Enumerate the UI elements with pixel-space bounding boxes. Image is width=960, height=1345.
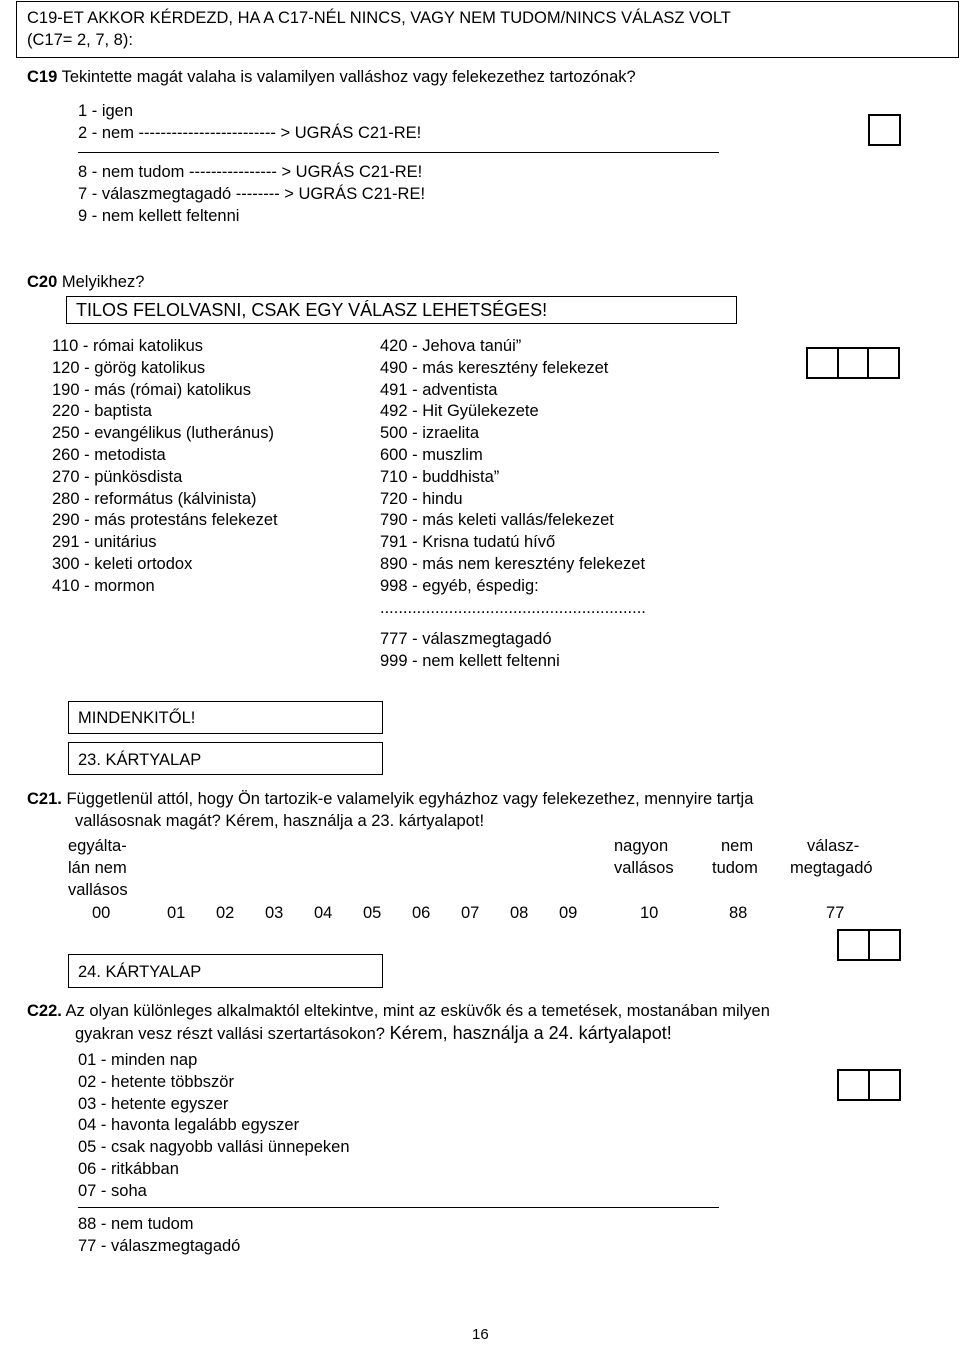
- c19-option-1: 1 - igen: [78, 102, 134, 120]
- c21-value: 01: [167, 904, 186, 922]
- c20-option: 720 - hindu: [380, 489, 463, 508]
- c22-divider: [78, 1207, 719, 1208]
- header-line-2: (C17= 2, 7, 8):: [27, 31, 133, 49]
- c20-question-text: Melyikhez?: [57, 273, 145, 291]
- c22-code: C22.: [27, 1002, 62, 1020]
- c22-question-text: Az olyan különleges alkalmaktól eltekintve, mint az esküvők és a temetések, mostanában milyen: [61, 1002, 770, 1020]
- c21-value: 03: [265, 904, 284, 922]
- c21-value: 07: [461, 904, 480, 922]
- c21-value: 04: [314, 904, 333, 922]
- c21-question-line-2: vallásosnak magát? Kérem, használja a 23. kártyalapot!: [75, 812, 485, 830]
- c19-option-4: 7 - válaszmegtagadó -------- > UGRÁS C21-RE!: [78, 185, 426, 203]
- c21-value: 06: [412, 904, 431, 922]
- c20-option: 300 - keleti ortodox: [52, 554, 193, 573]
- c21-value: 10: [640, 904, 659, 922]
- c20-code: C20: [27, 273, 58, 291]
- c21-value: 05: [363, 904, 382, 922]
- c19-question: [27, 67, 636, 87]
- c21-value: 77: [826, 904, 845, 922]
- c22-option: 05 - csak nagyobb vallási ünnepeken: [78, 1138, 350, 1157]
- c22-option: 03 - hetente egyszer: [78, 1094, 229, 1113]
- everyone-note: MINDENKITŐL!: [78, 709, 196, 727]
- c20-option: 410 - mormon: [52, 576, 155, 595]
- c21-value: 00: [92, 904, 111, 922]
- c19-option-3: 8 - nem tudom ---------------- > UGRÁS C21-RE!: [78, 163, 423, 181]
- c20-option: 710 - buddhista”: [380, 467, 500, 486]
- c21-scale-left-label: egyálta- lán nem vallásos: [68, 837, 128, 899]
- c22-answer-box-2[interactable]: [868, 1069, 901, 1101]
- c20-option: 120 - görög katolikus: [52, 358, 206, 377]
- c19-option-5: 9 - nem kellett feltenni: [78, 207, 240, 225]
- c19-option-2: 2 - nem ------------------------- > UGRÁS C21-RE!: [78, 124, 422, 142]
- c20-option: 280 - református (kálvinista): [52, 489, 257, 508]
- c20-option: 250 - evangélikus (lutheránus): [52, 424, 274, 443]
- c20-specify-dots: ..........................................................: [380, 598, 646, 617]
- c20-option: 999 - nem kellett feltenni: [380, 652, 560, 671]
- c21-value: 88: [729, 904, 748, 922]
- c22-option: 06 - ritkábban: [78, 1159, 179, 1178]
- c20-option: 492 - Hit Gyülekezete: [380, 402, 539, 421]
- c20-right-options: [380, 336, 646, 673]
- card24-note: 24. KÁRTYALAP: [78, 963, 202, 981]
- c19-code: C19: [27, 68, 58, 86]
- c21-scale-high-label: nagyon vallásos: [614, 837, 674, 877]
- c21-value: 08: [510, 904, 529, 922]
- c19-divider: [78, 152, 719, 153]
- c20-option: 260 - metodista: [52, 445, 166, 464]
- c20-option: 500 - izraelita: [380, 424, 480, 443]
- c20-option: 270 - pünkösdista: [52, 467, 183, 486]
- card23-note: 23. KÁRTYALAP: [78, 751, 202, 769]
- c22-option: 07 - soha: [78, 1181, 147, 1200]
- c22-options: [78, 1050, 350, 1203]
- c21-answer-box-2[interactable]: [868, 929, 901, 961]
- c22-option: 04 - havonta legalább egyszer: [78, 1116, 300, 1135]
- c20-option: 420 - Jehova tanúi”: [380, 337, 522, 355]
- c20-instruction: TILOS FELOLVASNI, CSAK EGY VÁLASZ LEHETSÉGES!: [76, 300, 548, 320]
- c21-value: 09: [559, 904, 578, 922]
- c20-option: 777 - válaszmegtagadó: [380, 630, 552, 649]
- c21-question-text: Függetlenül attól, hogy Ön tartozik-e valamelyik egyházhoz vagy felekezethez, mennyire tartja: [61, 790, 754, 808]
- c20-option: 220 - baptista: [52, 402, 152, 421]
- c21-answer-box-1[interactable]: [837, 929, 870, 961]
- c22-option: 01 - minden nap: [78, 1051, 198, 1069]
- c22-option: 77 - válaszmegtagadó: [78, 1236, 241, 1255]
- c20-option: 600 - muszlim: [380, 445, 483, 464]
- c22-option: 88 - nem tudom: [78, 1215, 194, 1233]
- c20-option: 490 - más keresztény felekezet: [380, 358, 609, 377]
- c22-answer-box-1[interactable]: [837, 1069, 870, 1101]
- c20-option: 110 - római katolikus: [52, 337, 204, 355]
- c20-option: 998 - egyéb, éspedig:: [380, 576, 539, 595]
- c20-question: [27, 272, 144, 292]
- c20-option: 790 - más keleti vallás/felekezet: [380, 511, 614, 530]
- c20-option: 290 - más protestáns felekezet: [52, 511, 278, 530]
- c20-left-options: [52, 336, 278, 598]
- c21-dont-know-label: nem tudom: [712, 837, 758, 877]
- c19-question-text: Tekintette magát valaha is valamilyen valláshoz vagy felekezethez tartozónak?: [57, 68, 636, 86]
- c20-option: 890 - más nem keresztény felekezet: [380, 554, 646, 573]
- header-line-1: C19-ET AKKOR KÉRDEZD, HA A C17-NÉL NINCS, VAGY NEM TUDOM/NINCS VÁLASZ VOLT: [27, 9, 731, 27]
- section-header-box: [16, 1, 959, 58]
- c19-answer-box[interactable]: [868, 114, 901, 146]
- c20-answer-box-3[interactable]: [867, 347, 900, 379]
- c20-answer-box-1[interactable]: [806, 347, 839, 379]
- c22-question-line-1: [27, 1001, 770, 1021]
- c21-code: C21.: [27, 790, 62, 808]
- c21-question-line-1: [27, 789, 753, 809]
- c21-value: 02: [216, 904, 235, 922]
- page-number: 16: [472, 1326, 489, 1343]
- c22-option: 02 - hetente többször: [78, 1072, 234, 1091]
- c21-refuse-label: válasz- megtagadó: [790, 837, 873, 877]
- c22-question-line-2: gyakran vesz részt vallási szertartásokon? Kérem, használja a 24. kártyalapot!: [75, 1023, 672, 1043]
- c20-option: 190 - más (római) katolikus: [52, 380, 251, 399]
- c20-answer-box-2[interactable]: [837, 347, 869, 379]
- c20-option: 491 - adventista: [380, 380, 498, 399]
- c20-option: 291 - unitárius: [52, 533, 157, 552]
- c22-other-options: [78, 1214, 240, 1258]
- c20-option: 791 - Krisna tudatú hívő: [380, 533, 556, 552]
